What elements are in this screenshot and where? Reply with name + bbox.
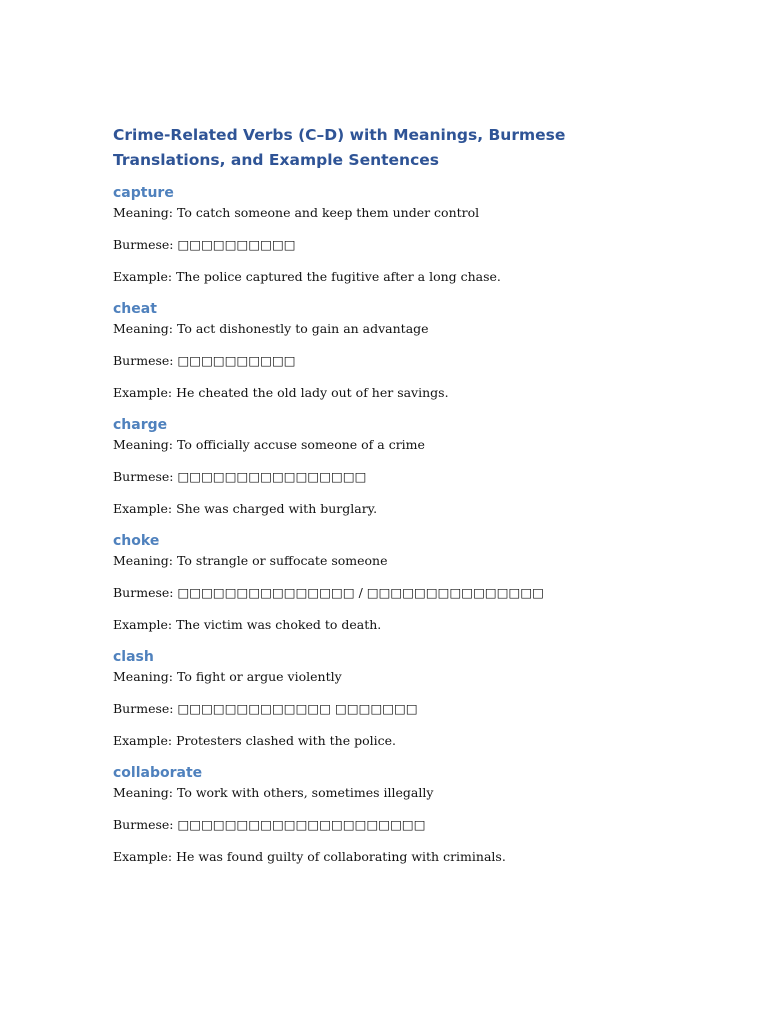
burmese-text: □□□□□□□□□□□□□□□ / □□□□□□□□□□□□□□□	[177, 585, 544, 600]
entry-example	[113, 384, 653, 402]
meaning-label: Meaning:	[113, 669, 173, 684]
meaning-label: Meaning:	[113, 321, 173, 336]
meaning-text: To officially accuse someone of a crime	[176, 437, 425, 452]
example-label: Example:	[113, 269, 173, 284]
entry-meaning	[113, 784, 653, 802]
entry-meaning	[113, 668, 653, 686]
meaning-text: To catch someone and keep them under control	[176, 205, 480, 220]
meaning-text: To strangle or suffocate someone	[176, 553, 388, 568]
entry-example	[113, 848, 653, 866]
example-label: Example:	[113, 385, 173, 400]
entry-clash	[113, 648, 653, 750]
example-text: The victim was choked to death.	[176, 617, 382, 632]
example-text: He was found guilty of collaborating with criminals.	[176, 849, 506, 864]
document-title: Crime-Related Verbs (C–D) with Meanings, Burmese Translations, and Example Sentences	[113, 126, 566, 169]
entry-meaning	[113, 204, 653, 222]
example-label: Example:	[113, 501, 173, 516]
entry-term: cheat	[113, 301, 157, 317]
entry-burmese	[113, 700, 653, 718]
burmese-text: □□□□□□□□□□	[177, 237, 296, 252]
burmese-label: Burmese:	[113, 585, 174, 600]
entry-burmese	[113, 468, 653, 486]
burmese-label: Burmese:	[113, 469, 174, 484]
entry-burmese	[113, 584, 653, 602]
entry-term: charge	[113, 417, 168, 433]
example-text: The police captured the fugitive after a long chase.	[176, 269, 501, 284]
meaning-text: To fight or argue violently	[176, 669, 342, 684]
entry-meaning	[113, 552, 653, 570]
document-page	[113, 123, 653, 880]
entry-burmese	[113, 236, 653, 254]
entry-burmese	[113, 816, 653, 834]
burmese-text: □□□□□□□□□□□□□□□□	[177, 469, 367, 484]
meaning-label: Meaning:	[113, 785, 173, 800]
entry-choke	[113, 532, 653, 634]
example-text: She was charged with burglary.	[176, 501, 378, 516]
entry-meaning	[113, 320, 653, 338]
example-label: Example:	[113, 849, 173, 864]
entry-term: clash	[113, 649, 154, 665]
example-text: He cheated the old lady out of her savings.	[176, 385, 449, 400]
entry-example	[113, 500, 653, 518]
entry-example	[113, 732, 653, 750]
burmese-text: □□□□□□□□□□□□□ □□□□□□□	[177, 701, 418, 716]
meaning-label: Meaning:	[113, 437, 173, 452]
example-text: Protesters clashed with the police.	[176, 733, 396, 748]
entry-example	[113, 616, 653, 634]
example-label: Example:	[113, 617, 173, 632]
burmese-label: Burmese:	[113, 817, 174, 832]
entry-collaborate	[113, 764, 653, 866]
entry-example	[113, 268, 653, 286]
example-label: Example:	[113, 733, 173, 748]
meaning-label: Meaning:	[113, 205, 173, 220]
burmese-label: Burmese:	[113, 353, 174, 368]
entry-capture	[113, 184, 653, 286]
meaning-text: To act dishonestly to gain an advantage	[176, 321, 429, 336]
burmese-text: □□□□□□□□□□	[177, 353, 296, 368]
entry-term: choke	[113, 533, 160, 549]
entry-cheat	[113, 300, 653, 402]
entry-term: collaborate	[113, 765, 203, 781]
meaning-text: To work with others, sometimes illegally	[176, 785, 434, 800]
burmese-text: □□□□□□□□□□□□□□□□□□□□□	[177, 817, 426, 832]
entry-term: capture	[113, 185, 174, 201]
entry-charge	[113, 416, 653, 518]
meaning-label: Meaning:	[113, 553, 173, 568]
entry-meaning	[113, 436, 653, 454]
burmese-label: Burmese:	[113, 237, 174, 252]
entry-burmese	[113, 352, 653, 370]
burmese-label: Burmese:	[113, 701, 174, 716]
